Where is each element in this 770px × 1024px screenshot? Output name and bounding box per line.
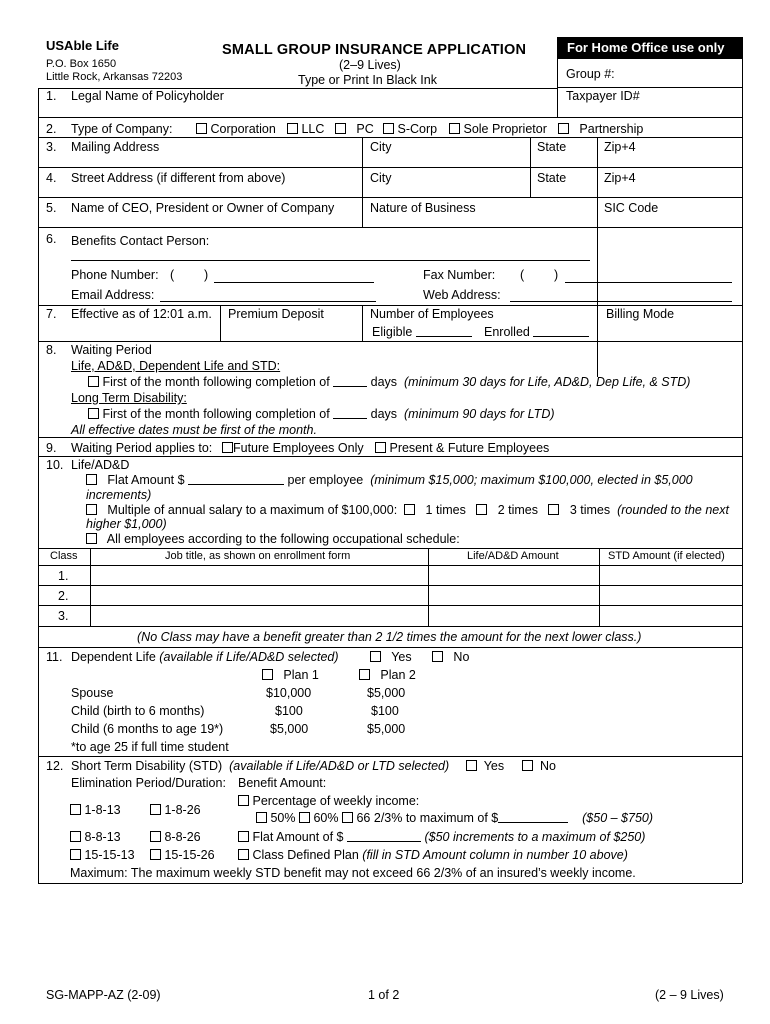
company-type-label: Type of Company:	[71, 122, 173, 136]
s12-number: 12.	[46, 759, 64, 773]
life-waiting-heading: Life, AD&D, Dependent Life and STD:	[71, 359, 281, 373]
s8-number: 8.	[46, 343, 57, 357]
class-defined-option[interactable]: Class Defined Plan (fill in STD Amount column in number 10 above)	[238, 848, 628, 862]
period-option[interactable]: 8-8-26	[150, 830, 201, 844]
checkbox-icon[interactable]	[335, 123, 346, 134]
std-yes[interactable]: Yes	[466, 759, 504, 773]
dependent-life-label: Dependent Life (available if Life/AD&D selected)	[71, 650, 339, 664]
company-type-pc[interactable]: PC	[335, 122, 374, 136]
fax-label: Fax Number:	[423, 268, 496, 282]
checkbox-icon[interactable]	[150, 849, 161, 860]
effective-date-label[interactable]: Effective as of 12:01 a.m.	[71, 307, 212, 321]
s10-number: 10.	[46, 458, 64, 472]
street-state-label[interactable]: State	[537, 171, 567, 185]
checkbox-icon[interactable]	[359, 669, 370, 680]
mailing-state-label[interactable]: State	[537, 140, 567, 154]
phone-input-line[interactable]	[214, 282, 374, 283]
flat-amount-note-cont: increments)	[86, 488, 152, 502]
plan2-option[interactable]: Plan 2	[359, 668, 416, 682]
table-row: 2.	[58, 589, 69, 603]
checkbox-icon[interactable]	[86, 504, 97, 515]
checkbox-icon[interactable]	[256, 812, 267, 823]
company-name: USAble Life	[46, 38, 119, 53]
s2-number: 2.	[46, 122, 57, 136]
period-option[interactable]: 15-15-26	[150, 848, 215, 862]
ceo-name-label[interactable]: Name of CEO, President or Owner of Company	[71, 201, 335, 215]
form-instructions: Type or Print In Black Ink	[298, 73, 437, 87]
checkbox-icon[interactable]	[287, 123, 298, 134]
dep-row-label: Child (6 months to age 19*)	[71, 722, 224, 736]
web-input-line[interactable]	[510, 301, 732, 302]
checkbox-icon[interactable]	[70, 804, 81, 815]
checkbox-icon[interactable]	[299, 812, 310, 823]
checkbox-icon[interactable]	[150, 804, 161, 815]
dep-row-plan1: $100	[275, 704, 303, 718]
life-waiting-option[interactable]: First of the month following completion of days (minimum 30 days for Life, AD&D, Dep Life, & STD)	[88, 375, 690, 389]
dependent-life-yes[interactable]: Yes	[370, 650, 412, 664]
benefit-amount-label: Benefit Amount:	[238, 776, 327, 790]
phone-area-open: (	[170, 268, 175, 282]
table-row: 1.	[58, 569, 69, 583]
dependent-life-no[interactable]: No	[432, 650, 469, 664]
enrolled-field[interactable]: Enrolled	[484, 325, 589, 339]
checkbox-icon[interactable]	[383, 123, 394, 134]
col-class: Class	[50, 550, 78, 562]
elimination-period-label: Elimination Period/Duration:	[71, 776, 226, 790]
dep-row-label: Child (birth to 6 months)	[71, 704, 205, 718]
page-number: 1 of 2	[368, 988, 400, 1002]
email-label: Email Address:	[71, 288, 155, 302]
plan1-option[interactable]: Plan 1	[262, 668, 319, 682]
fax-input-line[interactable]	[565, 282, 732, 283]
phone-area-close: )	[204, 268, 209, 282]
checkbox-icon[interactable]	[88, 408, 99, 419]
phone-label: Phone Number:	[71, 268, 159, 282]
flat-amount-option[interactable]: Flat Amount $ per employee (minimum $15,000; maximum $100,000, elected in $5,000	[86, 473, 693, 487]
company-type-corporation[interactable]: Corporation	[196, 122, 276, 136]
legal-name-label[interactable]: Legal Name of Policyholder	[71, 89, 224, 103]
period-option[interactable]: 1-8-26	[150, 803, 201, 817]
std-label: Short Term Disability (STD) (available if Life/AD&D or LTD selected)	[71, 759, 450, 773]
sic-code-label[interactable]: SIC Code	[604, 201, 659, 215]
table-row: 3.	[58, 609, 69, 623]
company-type-llc[interactable]: LLC	[287, 122, 324, 136]
dep-row-plan2: $100	[371, 704, 399, 718]
s11-number: 11.	[46, 650, 63, 664]
percentage-income-option[interactable]: Percentage of weekly income:	[238, 794, 419, 808]
checkbox-icon[interactable]	[70, 831, 81, 842]
waiting-applies-label: Waiting Period applies to:	[71, 441, 213, 455]
web-label: Web Address:	[423, 288, 501, 302]
s4-number: 4.	[46, 171, 57, 185]
checkbox-icon[interactable]	[548, 504, 559, 515]
group-number-label: Group #:	[566, 67, 615, 81]
checkbox-icon[interactable]	[238, 849, 249, 860]
fax-area-close: )	[554, 268, 559, 282]
ltd-waiting-option[interactable]: First of the month following completion of days (minimum 90 days for LTD)	[88, 407, 555, 421]
po-box: P.O. Box 1650	[46, 58, 117, 70]
footer-lives: (2 – 9 Lives)	[655, 988, 724, 1002]
std-no[interactable]: No	[522, 759, 556, 773]
col-std-amount: STD Amount (if elected)	[608, 550, 725, 562]
dep-row-plan2: $5,000	[367, 722, 406, 736]
checkbox-icon[interactable]	[432, 651, 443, 662]
checkbox-icon[interactable]	[522, 760, 533, 771]
salary-multiple-option[interactable]: Multiple of annual salary to a maximum of $100,000: 1 times 2 times 3 times (rounded to the next	[86, 503, 729, 517]
benefits-contact-line[interactable]	[71, 260, 590, 261]
number-employees-label: Number of Employees	[370, 307, 494, 321]
checkbox-icon[interactable]	[262, 669, 273, 680]
dep-row-label: Spouse	[71, 686, 114, 700]
home-office-banner: For Home Office use only	[557, 37, 742, 59]
s3-number: 3.	[46, 140, 57, 154]
ltd-waiting-heading: Long Term Disability:	[71, 391, 187, 405]
period-option[interactable]: 15-15-13	[70, 848, 135, 862]
checkbox-icon[interactable]	[238, 795, 249, 806]
street-city-label[interactable]: City	[370, 171, 392, 185]
checkbox-icon[interactable]	[375, 442, 386, 453]
s1-number: 1.	[46, 89, 57, 103]
email-input-line[interactable]	[160, 301, 376, 302]
nature-of-business-label[interactable]: Nature of Business	[370, 201, 476, 215]
premium-deposit-label[interactable]: Premium Deposit	[228, 307, 324, 321]
form-title: SMALL GROUP INSURANCE APPLICATION	[222, 42, 527, 58]
checkbox-icon[interactable]	[404, 504, 415, 515]
flat-std-option[interactable]: Flat Amount of $ ($50 increments to a maximum of $250)	[238, 830, 645, 844]
future-employees-option[interactable]: Future Employees Only	[222, 441, 364, 455]
waiting-period-label: Waiting Period	[71, 343, 152, 357]
checkbox-icon[interactable]	[342, 812, 353, 823]
street-address-label[interactable]: Street Address (if different from above)	[71, 171, 286, 185]
s6-number: 6.	[46, 232, 57, 246]
salary-multiple-note-cont: higher $1,000)	[86, 517, 167, 531]
checkbox-icon[interactable]	[449, 123, 460, 134]
percentage-choices: 50% 60% 66 2/3% to maximum of $ ($50 – $750)	[256, 811, 653, 825]
taxpayer-id-label: Taxpayer ID#	[566, 89, 640, 103]
mailing-address-label[interactable]: Mailing Address	[71, 140, 160, 154]
col-life-amount: Life/AD&D Amount	[467, 550, 559, 562]
s9-number: 9.	[46, 441, 57, 455]
life-add-label: Life/AD&D	[71, 458, 130, 472]
checkbox-icon[interactable]	[466, 760, 477, 771]
s7-number: 7.	[46, 307, 57, 321]
checkbox-icon[interactable]	[70, 849, 81, 860]
s5-number: 5.	[46, 201, 57, 215]
occupational-schedule-option[interactable]: All employees according to the following occupational schedule:	[86, 532, 460, 546]
class-benefit-note: (No Class may have a benefit greater than 2 1/2 times the amount for the next lower class.)	[137, 630, 642, 644]
checkbox-icon[interactable]	[476, 504, 487, 515]
period-option[interactable]: 1-8-13	[70, 803, 121, 817]
checkbox-icon[interactable]	[88, 376, 99, 387]
checkbox-icon[interactable]	[86, 474, 97, 485]
company-type-partnership[interactable]: Partnership	[558, 122, 643, 136]
street-zip-label[interactable]: Zip+4	[604, 171, 636, 185]
fax-area-open: (	[520, 268, 525, 282]
billing-mode-label[interactable]: Billing Mode	[606, 307, 675, 321]
form-id: SG-MAPP-AZ (2-09)	[46, 988, 161, 1002]
checkbox-icon[interactable]	[238, 831, 249, 842]
checkbox-icon[interactable]	[558, 123, 569, 134]
eligible-field[interactable]: Eligible	[372, 325, 472, 339]
std-maximum-note: Maximum: The maximum weekly STD benefit may not exceed 66 2/3% of an insured’s weekly income.	[70, 866, 636, 880]
period-option[interactable]: 8-8-13	[70, 830, 121, 844]
company-type-sole-proprietor[interactable]: Sole Proprietor	[449, 122, 547, 136]
checkbox-icon[interactable]	[150, 831, 161, 842]
present-future-option[interactable]: Present & Future Employees	[375, 441, 549, 455]
mailing-city-label[interactable]: City	[370, 140, 392, 154]
dep-row-plan2: $5,000	[367, 686, 406, 700]
company-type-scorp[interactable]: S-Corp	[383, 122, 437, 136]
student-footnote: *to age 25 if full time student	[71, 740, 229, 754]
checkbox-icon[interactable]	[86, 533, 97, 544]
dep-row-plan1: $5,000	[270, 722, 309, 736]
col-job-title: Job title, as shown on enrollment form	[165, 550, 351, 562]
form-subtitle: (2–9 Lives)	[339, 58, 401, 72]
benefits-contact-label: Benefits Contact Person:	[71, 234, 210, 248]
checkbox-icon[interactable]	[222, 442, 233, 453]
effective-dates-note: All effective dates must be first of the month.	[71, 423, 317, 437]
checkbox-icon[interactable]	[196, 123, 207, 134]
mailing-zip-label[interactable]: Zip+4	[604, 140, 636, 154]
company-city-state: Little Rock, Arkansas 72203	[46, 71, 183, 83]
dep-row-plan1: $10,000	[266, 686, 312, 700]
checkbox-icon[interactable]	[370, 651, 381, 662]
